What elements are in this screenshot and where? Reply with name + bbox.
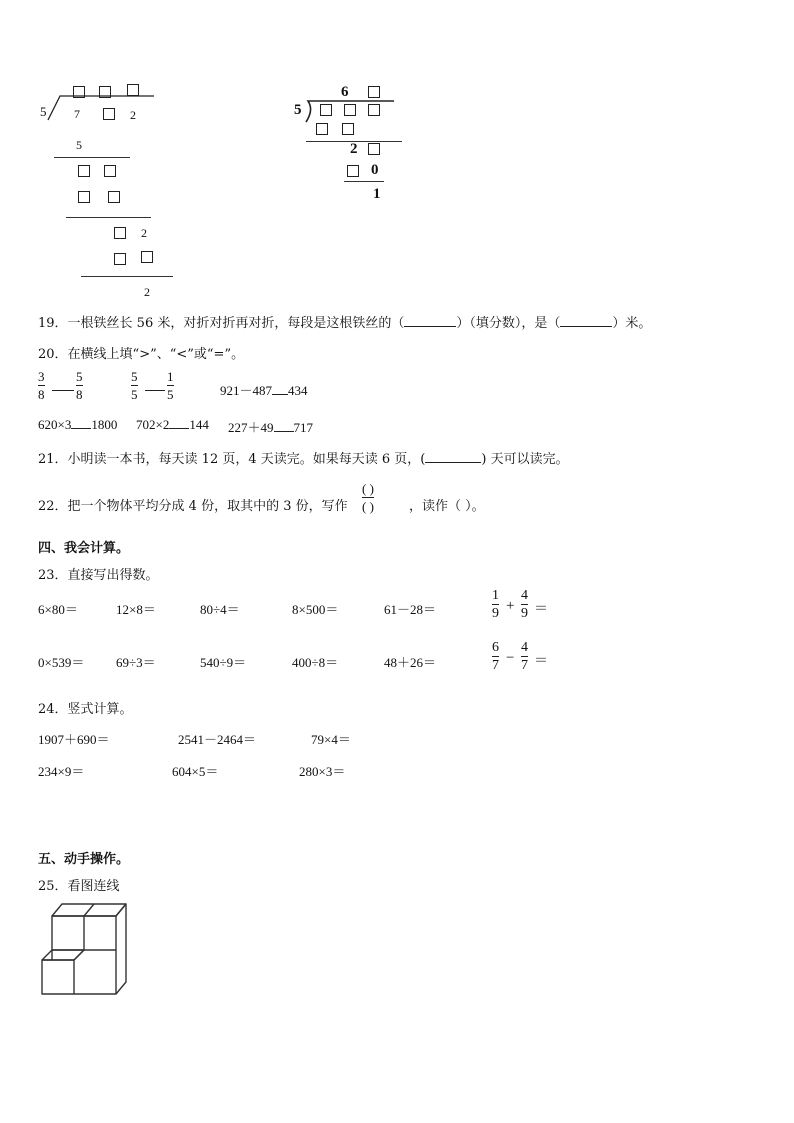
blank-box[interactable] [99,86,111,98]
question-22-text: ，读作（ ）。 [409,499,485,514]
calc-item: 12×8＝ [116,602,156,617]
equals: ＝ [534,654,548,669]
blank-box[interactable] [104,165,116,177]
fraction: 1 9 [492,588,499,621]
blank-box[interactable] [368,104,380,116]
compare-blank[interactable] [52,390,74,391]
calc-item: 0×539＝ [38,655,85,670]
step-digit: 5 [76,138,82,152]
blank-box[interactable] [127,84,139,96]
q19-text: 19．一根铁丝长 56 米，对折对折再对折，每段是这根铁丝的（ [38,316,405,331]
blank-box[interactable] [103,108,115,120]
blank-box[interactable] [347,165,359,177]
compare-blank[interactable] [272,394,288,395]
rule [81,276,173,277]
fraction-answer-box[interactable]: ( ) ( ) [362,481,374,514]
numerator: 1 [167,369,174,384]
answer-blank[interactable] [425,462,481,463]
question-24-title: 24．竖式计算。 [38,702,133,717]
fraction [167,369,174,402]
vertical-calc-item: 280×3＝ [299,764,346,779]
question-23-title: 23．直接写出得数。 [38,568,159,583]
equals: ＝ [534,602,548,617]
section-heading: 五、动手操作。 [38,852,130,867]
question-20-title: 20．在横线上填“>”、“<”或“=”。 [38,347,245,362]
calc-item: 69÷3＝ [116,655,156,670]
denominator: 8 [38,387,45,402]
compare-blank[interactable] [145,390,165,391]
operator: − [506,650,515,666]
blank-box[interactable] [316,123,328,135]
remainder: 2 [144,285,150,299]
blank-box[interactable] [368,86,380,98]
quotient-digit: 6 [341,84,349,100]
dividend-digit: 7 [74,107,80,121]
blank-box[interactable] [114,253,126,265]
numerator: 5 [76,369,83,384]
rule [344,181,384,182]
fraction: 4 9 [521,588,528,621]
compare-blank[interactable] [274,431,294,432]
fraction: 4 7 [521,640,528,673]
question-25-title: 25．看图连线 [38,879,120,894]
denominator: 8 [76,387,83,402]
blank-box[interactable] [78,191,90,203]
fraction [131,369,138,402]
rule [66,217,151,218]
partial-digit: 0 [371,162,379,178]
denominator: 5 [167,387,174,402]
compare-item: 227＋49 717 [228,420,314,435]
blank-box[interactable] [320,104,332,116]
rule [54,157,130,158]
blank-box[interactable] [368,143,380,155]
blank-box[interactable] [342,123,354,135]
compare-blank[interactable] [71,428,91,429]
compare-item: 921－487 434 [220,383,308,398]
calc-item: 8×500＝ [292,602,339,617]
answer-blank[interactable] [560,326,612,327]
last-digit: 2 [141,226,147,240]
operator: + [506,598,515,614]
divisor: 5 [294,102,302,118]
vertical-calc-item: 1907＋690＝ [38,732,110,747]
vertical-calc-item: 79×4＝ [311,732,351,747]
fraction [76,369,83,402]
calc-item: 6×80＝ [38,602,78,617]
calc-item: 540÷9＝ [200,655,247,670]
remainder: 1 [373,186,381,202]
cube-stack-figure [38,900,133,1000]
blank-box[interactable] [73,86,85,98]
blank-box[interactable] [108,191,120,203]
answer-blank[interactable] [404,326,456,327]
blank-box[interactable] [344,104,356,116]
vertical-calc-item: 2541－2464＝ [178,732,257,747]
denominator: 5 [131,387,138,402]
compare-item: 620×3 1800 [38,417,118,432]
blank-box[interactable] [114,227,126,239]
q19-text: ）米。 [612,316,652,331]
fraction: 6 7 [492,640,499,673]
vertical-calc-item: 604×5＝ [172,764,219,779]
compare-blank[interactable] [169,428,189,429]
compare-item: 702×2 144 [136,417,209,432]
calc-item: 80÷4＝ [200,602,240,617]
blank-box[interactable] [78,165,90,177]
numerator: 3 [38,369,45,384]
fraction [38,369,45,402]
calc-item: 400÷8＝ [292,655,339,670]
dividend-digit: 2 [130,108,136,122]
section-heading: 四、我会计算。 [38,541,130,556]
divisor: 5 [40,104,47,119]
calc-item: 48＋26＝ [384,655,437,670]
q19-text: ）（填分数），是（ [456,316,561,331]
question-22-text: 22．把一个物体平均分成 4 份，取其中的 3 份，写作 [38,499,348,514]
partial-digit: 2 [350,141,358,157]
calc-item: 61－28＝ [384,602,437,617]
vertical-calc-item: 234×9＝ [38,764,85,779]
blank-box[interactable] [141,251,153,263]
numerator: 5 [131,369,138,384]
question-21: 21．小明读一本书，每天读 12 页，4 天读完。如果每天读 6 页，( ) 天可以读完。 [38,452,569,467]
question-19 [38,312,651,331]
